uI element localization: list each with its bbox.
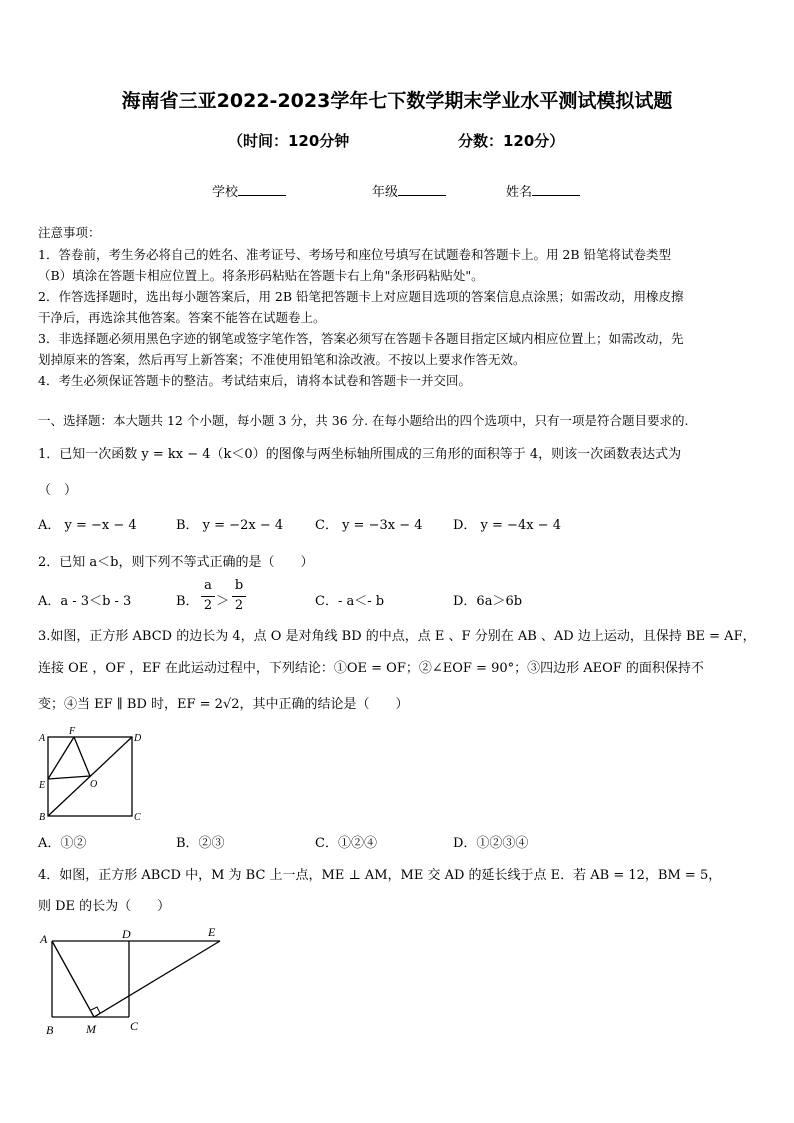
- fraction-bar: [232, 596, 246, 597]
- notes-heading: 注意事项：: [38, 225, 101, 240]
- label-b: B: [46, 1023, 54, 1037]
- q1-option-a[interactable]: A． y = −x − 4: [38, 518, 137, 533]
- fraction-numerator: a: [204, 578, 212, 593]
- segment-am: [52, 941, 94, 1017]
- page-title: 海南省三亚2022-2023学年七下数学期末学业水平测试模拟试题: [121, 90, 673, 112]
- note-line: 3．非选择题必须用黑色字迹的钢笔或签字笔作答，答案必须写在答题卡各题目指定区域内相应位置上；如需改动，先: [38, 331, 684, 346]
- q2-option-b-label: B．: [176, 594, 199, 609]
- label-m: M: [86, 1022, 96, 1036]
- q4-figure: [36, 922, 232, 1040]
- label-e: E: [208, 925, 216, 939]
- q4-stem-line1: 4．如图，正方形 ABCD 中，M 为 BC 上一点，ME ⊥ AM，ME 交 AD 的延长线于点 E．若 AB = 12，BM = 5，: [38, 868, 722, 883]
- q3-figure: [36, 726, 141, 821]
- note-line: 1．答卷前，考生务必将自己的姓名、准考证号、考场号和座位号填写在试题卷和答题卡上。用 2B 铅笔将试卷类型: [38, 247, 672, 262]
- label-f: F: [69, 726, 76, 737]
- label-o: O: [90, 779, 98, 790]
- grade-field: [372, 181, 446, 200]
- q3-stem-line3: 变；④当 EF ∥ BD 时，EF = 2√2，其中正确的结论是（ ）: [38, 697, 409, 712]
- segment-ef: [48, 737, 74, 779]
- label-c: C: [130, 1019, 139, 1033]
- q3-stem-line2: 连接 OE ，OF ，EF 在此运动过程中，下列结论：①OE = OF；②∠EOF = 90°；③四边形 AEOF 的面积保持不: [38, 661, 704, 676]
- greater-than-sign: ＞: [216, 594, 230, 609]
- school-blank[interactable]: [238, 183, 286, 196]
- name-label: 姓名: [506, 185, 533, 200]
- note-line: 4．考生必须保证答题卡的整洁。考试结束后，请将本试卷和答题卡一并交回。: [38, 373, 471, 388]
- q2-option-c[interactable]: C．- a＜- b: [315, 594, 385, 609]
- q2-option-a[interactable]: A．a - 3＜b - 3: [38, 594, 132, 609]
- label-c: C: [134, 812, 141, 821]
- name-field: [506, 181, 580, 200]
- q3-stem-line1: 3.如图，正方形 ABCD 的边长为 4，点 O 是对角线 BD 的中点，点 E 、F 分别在 AB 、AD 边上运动，且保持 BE = AF，: [38, 629, 756, 644]
- q1-paren: （ ）: [38, 483, 78, 498]
- section-heading: 一、选择题：本大题共 12 个小题，每小题 3 分，共 36 分. 在每小题给出的四个选项中，只有一项是符合题目要求的.: [38, 413, 689, 428]
- segment-eo: [48, 776, 90, 779]
- label-a: A: [40, 932, 48, 946]
- segment-me: [94, 941, 220, 1017]
- label-d: D: [134, 733, 141, 744]
- fraction-numerator: b: [234, 578, 244, 593]
- q3-option-b[interactable]: B．②③: [176, 836, 225, 851]
- q1-option-c[interactable]: C． y = −3x − 4: [315, 518, 423, 533]
- note-line: 干净后，再选涂其他答案。答案不能答在试题卷上。: [38, 310, 326, 325]
- q3-option-c[interactable]: C．①②④: [315, 836, 377, 851]
- q4-stem-line2: 则 DE 的长为（ ）: [38, 899, 171, 914]
- note-line: （B）填涂在答题卡相应位置上。将条形码粘贴在答题卡右上角"条形码粘贴处"。: [38, 268, 484, 283]
- q1-option-b[interactable]: B． y = −2x − 4: [176, 518, 284, 533]
- note-line: 划掉原来的答案，然后再写上新答案；不准使用铅笔和涂改液。不按以上要求作答无效。: [38, 352, 526, 367]
- school-label: 学校: [212, 185, 239, 200]
- segment-fo: [74, 737, 90, 776]
- fraction-denominator: 2: [234, 598, 244, 613]
- name-blank[interactable]: [532, 183, 580, 196]
- school-field: [212, 181, 286, 200]
- q3-option-a[interactable]: A．①②: [38, 836, 87, 851]
- q1-option-d[interactable]: D． y = −4x − 4: [453, 518, 561, 533]
- q2-option-d[interactable]: D．6a＞6b: [453, 594, 523, 609]
- label-a: A: [39, 733, 46, 744]
- q3-option-d[interactable]: D．①②③④: [453, 836, 529, 851]
- grade-label: 年级: [372, 185, 399, 200]
- label-d: D: [122, 927, 131, 941]
- note-line: 2．作答选择题时，选出每小题答案后，用 2B 铅笔把答题卡上对应题目选项的答案信息点涂黑；如需改动，用橡皮擦: [38, 289, 684, 304]
- fraction-bar: [201, 596, 215, 597]
- fraction-denominator: 2: [203, 598, 213, 613]
- exam-score: 分数：120分）: [458, 132, 565, 150]
- grade-blank[interactable]: [398, 183, 446, 196]
- label-b: B: [39, 812, 46, 821]
- q2-stem: 2．已知 a＜b，则下列不等式正确的是（ ）: [38, 555, 314, 570]
- exam-time: （时间：120分钟: [228, 132, 350, 150]
- label-e: E: [39, 780, 46, 791]
- q1-stem: 1．已知一次函数 y = kx − 4（k＜0）的图像与两坐标轴所围成的三角形的面积等于 4，则该一次函数表达式为: [38, 447, 682, 462]
- right-angle-mark: [91, 1007, 100, 1013]
